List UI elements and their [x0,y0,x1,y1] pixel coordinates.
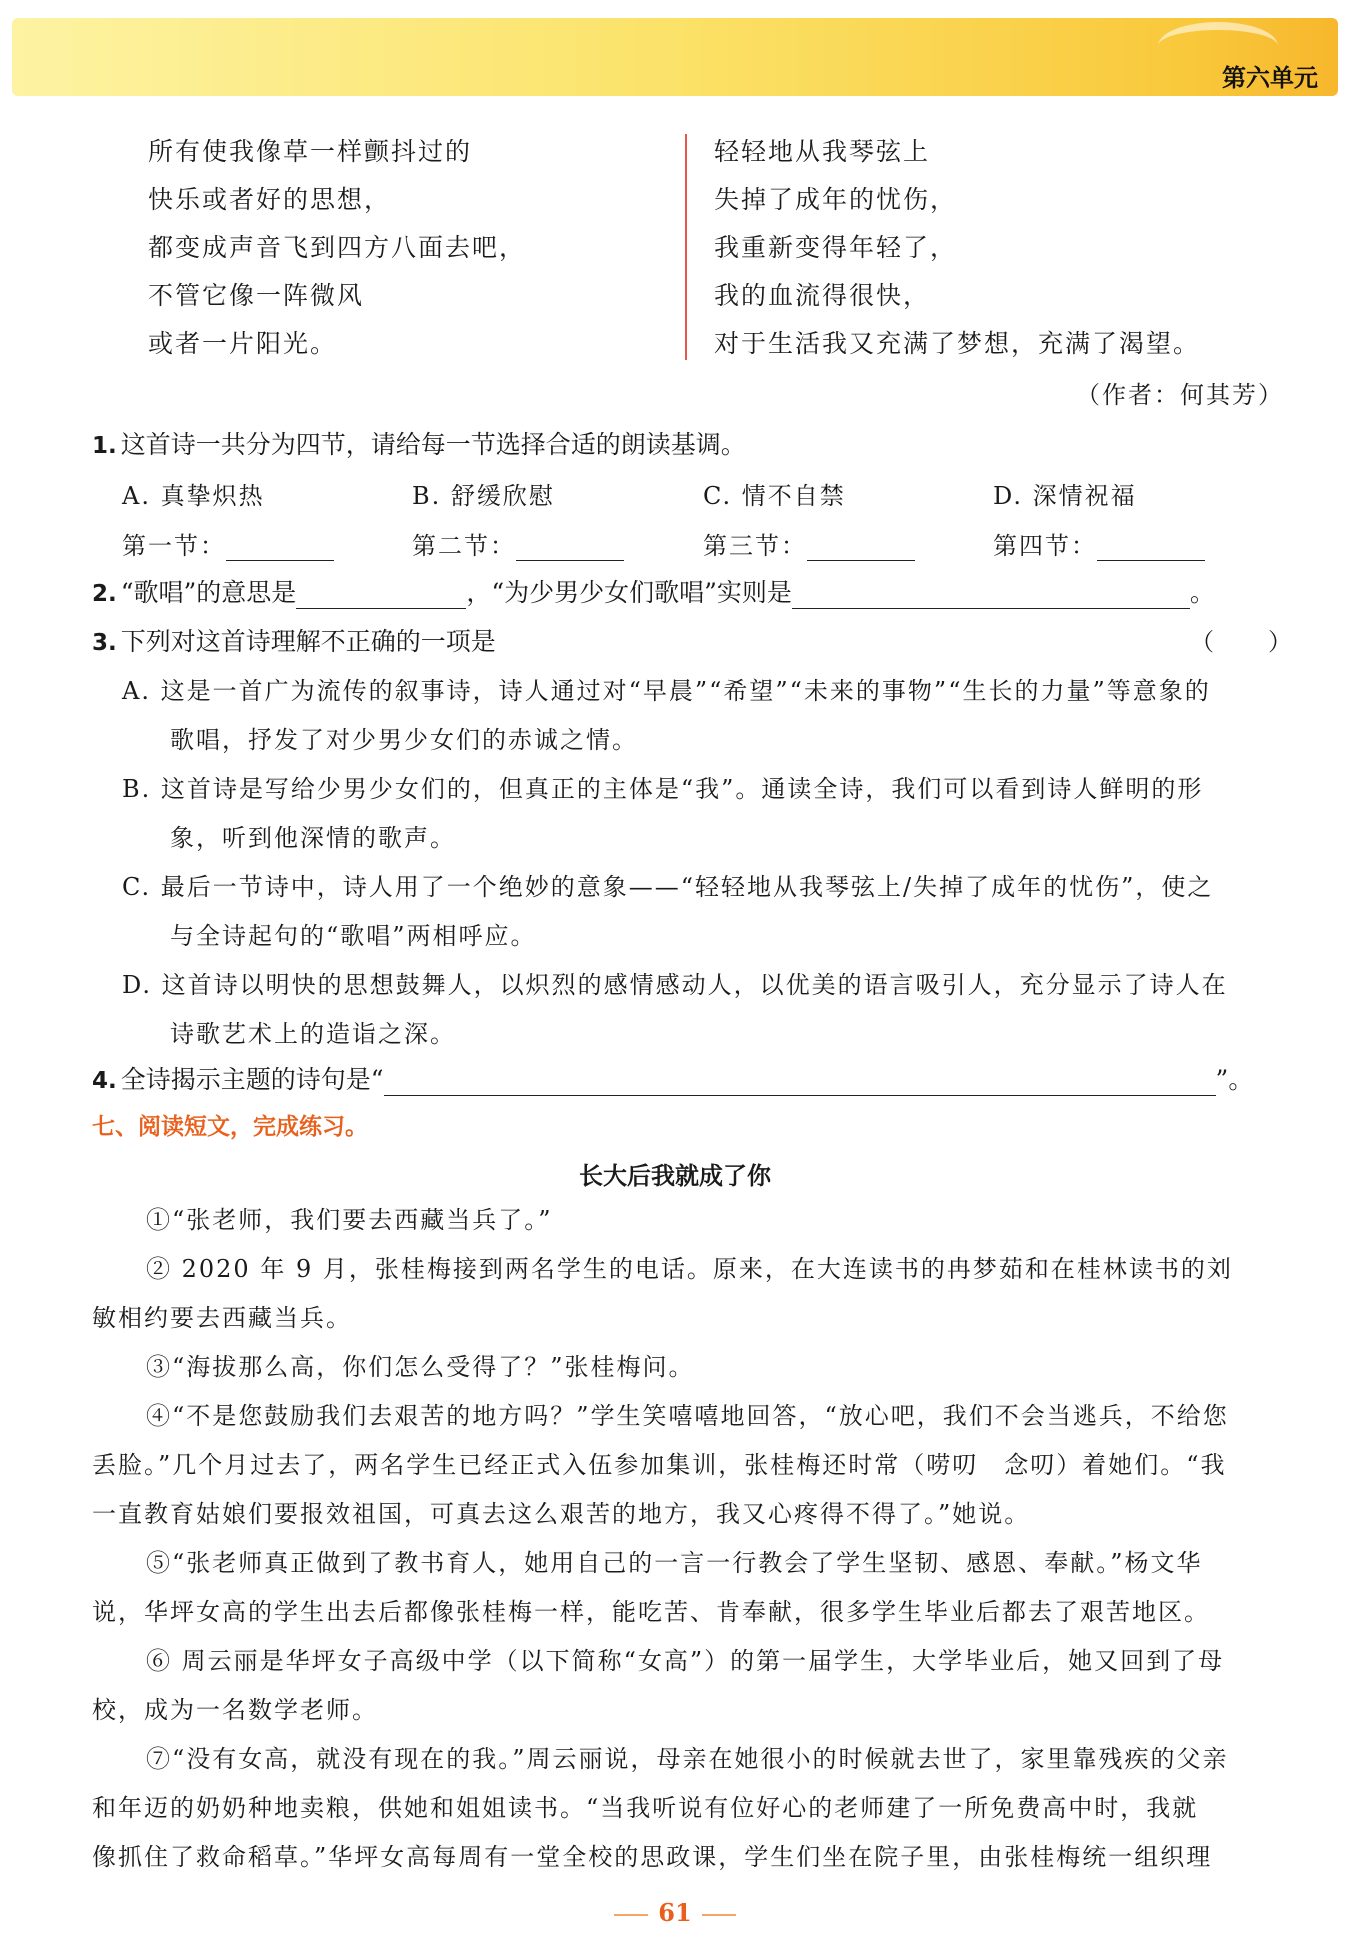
paragraph-7 [92,1735,1288,1882]
answer-blank[interactable] [792,582,1190,609]
answer-blank[interactable] [1097,534,1205,561]
poem-line: 都变成声音飞到四方八面去吧， [148,233,527,262]
poem-right-stanza [714,128,1200,368]
paragraph-5 [92,1539,1288,1637]
choice-c-line2: 与全诗起句的“歌唱”两相呼应。 [170,922,537,950]
paragraph-line: ④“不是您鼓励我们去艰苦的地方吗？”学生笑嘻嘻地回答，“放心吧，我们不会当逃兵，不给您 [146,1402,1229,1430]
question-3 [92,622,496,658]
paragraph-line: 一直教育姑娘们要报效祖国，可真去这么艰苦的地方，我又心疼得不得了。”她说。 [92,1500,1031,1528]
unit-label: 第六单元 [1222,64,1318,92]
page-number-dash [614,1914,648,1916]
question-text: ，“为少男少女们歌唱”实则是 [466,578,792,607]
question-2 [92,573,1215,609]
poem-left-stanza [148,128,526,368]
paragraph-line: ⑤“张老师真正做到了教书育人，她用自己的一言一行教会了学生坚韧、感恩、奉献。”杨文华 [146,1549,1203,1577]
choice-a-line1: A. 这是一首广为流传的叙事诗，诗人通过对“早晨”“希望”“未来的事物”“生长的力量”等意象的 [122,677,1211,705]
question-text: “歌唱”的意思是 [120,578,297,607]
answer-blank[interactable] [384,1069,1216,1096]
paragraph-line: ③“海拔那么高，你们怎么受得了？”张桂梅问。 [146,1353,695,1381]
answer-blank[interactable] [296,582,466,609]
question-number: 2. [92,581,117,607]
option-a: A. 真挚炽热 [122,482,265,510]
paragraph-line: ⑦“没有女高，就没有现在的我。”周云丽说，母亲在她很小的时候就去世了，家里靠残疾的父亲 [146,1745,1229,1773]
section-label: 第三节： [703,532,807,560]
poem-line: 或者一片阳光。 [148,329,338,358]
question-text: 这首诗一共分为四节，请给每一节选择合适的朗读基调。 [120,430,746,459]
poem-divider [685,134,687,360]
choice-b-line2: 象，听到他深情的歌声。 [170,824,456,852]
page-number-dash [702,1914,736,1916]
question-number: 3. [92,630,117,656]
paragraph-line: ①“张老师，我们要去西藏当兵了。” [146,1206,553,1234]
poem-line: 快乐或者好的思想， [148,185,392,214]
question-number: 1. [92,433,117,459]
answer-blank[interactable] [807,534,915,561]
section-label: 第四节： [993,532,1097,560]
question-number: 4. [92,1068,117,1094]
poem-line: 对于生活我又充满了梦想，充满了渴望。 [714,329,1201,358]
section-3-answer [703,526,915,561]
section-title: 七、阅读短文，完成练习。 [92,1114,368,1140]
poem-line: 所有使我像草一样颤抖过的 [148,137,473,166]
choice-a-line2: 歌唱，抒发了对少男少女们的赤诚之情。 [170,726,638,754]
paragraph-6 [92,1637,1288,1735]
paragraph-2 [92,1245,1288,1343]
choice-d-line2: 诗歌艺术上的造诣之深。 [170,1020,456,1048]
poem-line: 轻轻地从我琴弦上 [714,137,931,166]
unit-header-band [12,18,1338,96]
section-4-answer [993,526,1205,561]
paragraph-line: 校，成为一名数学老师。 [92,1696,378,1724]
choice-c-line1: C. 最后一节诗中，诗人用了一个绝妙的意象——“轻轻地从我琴弦上/失掉了成年的忧伤”，使之 [122,873,1214,901]
paragraph-line: 丢脸。”几个月过去了，两名学生已经正式入伍参加集训，张桂梅还时常（唠叨 念叨）着她们。“我 [92,1451,1227,1479]
option-c: C. 情不自禁 [703,482,846,510]
answer-blank[interactable] [516,534,624,561]
poem-line: 我重新变得年轻了， [714,233,958,262]
option-b: B. 舒缓欣慰 [412,482,555,510]
section-1-answer [122,526,334,561]
poem-line: 我的血流得很快， [714,281,931,310]
article-title: 长大后我就成了你 [579,1162,771,1190]
question-end: 。 [1189,578,1215,607]
paragraph-line: 和年迈的奶奶种地卖粮，供她和姐姐读书。“当我听说有位好心的老师建了一所免费高中时，我就 [92,1794,1199,1822]
question-text: 全诗揭示主题的诗句是“ [120,1065,384,1094]
paragraph-line: 说，华坪女高的学生出去后都像张桂梅一样，能吃苦、肯奉献，很多学生毕业后都去了艰苦地区。 [92,1598,1210,1626]
choice-d-line1: D. 这首诗以明快的思想鼓舞人，以炽烈的感情感动人，以优美的语言吸引人，充分显示了诗人在 [122,971,1228,999]
paragraph-3 [92,1343,1342,1392]
paragraph-line: 像抓住了救命稻草。”华坪女高每周有一堂全校的思政课，学生们坐在院子里，由张桂梅统一组织理 [92,1843,1213,1871]
section-label: 第一节： [122,532,226,560]
paragraph-1 [92,1196,1342,1245]
option-d: D. 深情祝福 [993,482,1137,510]
paragraph-line: 敏相约要去西藏当兵。 [92,1304,352,1332]
question-4 [92,1060,1253,1096]
section-label: 第二节： [412,532,516,560]
question-text: 下列对这首诗理解不正确的一项是 [120,627,496,656]
poem-author: （作者：何其芳） [1076,381,1284,409]
paragraph-line: ⑥ 周云丽是华坪女子高级中学（以下简称“女高”）的第一届学生，大学毕业后，她又回到了母 [146,1647,1225,1675]
answer-bracket[interactable]: （ ） [1190,628,1294,656]
question-end: ”。 [1215,1065,1254,1094]
page-number [0,1898,1350,1927]
paragraph-4 [92,1392,1288,1539]
page-number-text: 61 [658,1898,692,1927]
poem-line: 不管它像一阵微风 [148,281,365,310]
answer-blank[interactable] [226,534,334,561]
question-1 [92,425,746,461]
choice-b-line1: B. 这首诗是写给少男少女们的，但真正的主体是“我”。通读全诗，我们可以看到诗人鲜明的形 [122,775,1204,803]
poem-line: 失掉了成年的忧伤， [714,185,958,214]
section-2-answer [412,526,624,561]
paragraph-line: ② 2020 年 9 月，张桂梅接到两名学生的电话。原来，在大连读书的冉梦茹和在桂林读书的刘 [146,1255,1233,1283]
